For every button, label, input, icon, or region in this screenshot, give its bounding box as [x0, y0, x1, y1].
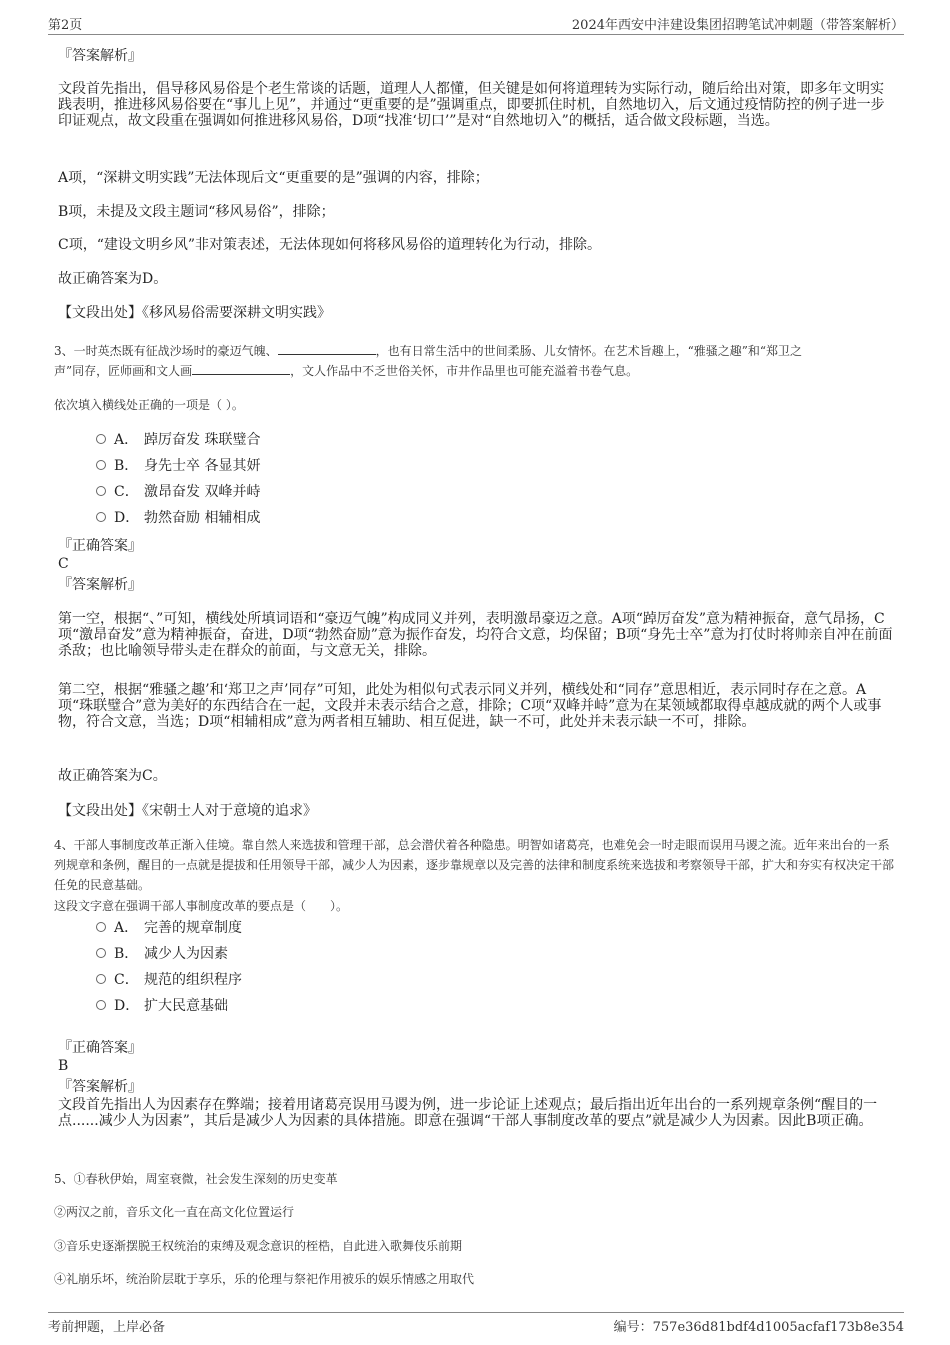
q5-statement-2: ②两汉之前，音乐文化一直在高文化位置运行	[54, 1205, 295, 1219]
q5-statement-3: ③音乐史逐渐摆脱王权统治的束缚及观念意识的桎梏，自此进入歌舞伎乐前期	[54, 1239, 463, 1253]
q3-analysis-paragraph-2: 第二空，根据“雅骚之趣’和‘郑卫之声’同存”可知，此处为相似句式表示同义并列，横线处和“同存”意思相近，表示同时存在之意。A项“珠联璧合”意为美好的东西结合在一起，文段并未表示结合之意，排除；C项“双峰并峙”意为在某领域都取得卓越成就的两个人或事物，符合文意，当选；D项“相辅相成”意为两者相互辅助、相互促进，缺一不可，此处并未表示缺一不可，排除。	[58, 682, 882, 730]
q3-blank-2	[192, 362, 290, 375]
q3-stem: 3、一时英杰既有征战沙场时的豪迈气魄、 ，也有日常生活中的世间柔肠、儿女情怀。在艺术旨趣上，“雅骚之趣”和“郑卫之 声”同存，匠师画和文人画 ，文人作品中不乏世俗关怀，市井作品里也可能充溢着书卷气息。	[54, 344, 803, 378]
q4-stem: 4、干部人事制度改革正渐入佳境。靠自然人来选拔和管理干部，总会潜伏着各种隐患。明智如诸葛亮，也难免会一时走眼而误用马谡之流。近年来出台的一系列规章和条例，醒目的一点就是提拔和任用领导干部，减少人为因素，逐步靠规章以及完善的法律和制度系统来选拔和考察领导干部，扩大和夯实有权决定干部任免的民意基础。	[54, 838, 895, 892]
page-footer	[48, 1312, 904, 1335]
q2-analysis-paragraph-2: A项，“深耕文明实践”无法体现后文“更重要的是”强调的内容，排除；	[58, 170, 489, 186]
radio-icon[interactable]	[96, 486, 106, 496]
document-title: 2024年西安中沣建设集团招聘笔试冲刺题（带答案解析）	[571, 18, 904, 33]
q2-analysis-paragraph-1: 文段首先指出，倡导移风易俗是个老生常谈的话题，道理人人都懂，但关键是如何将道理转为实际行动，随后给出对策，即多年文明实践表明，推进移风易俗要在“事儿上见”，并通过“更重要的是”强调重点，即要抓住时机，自然地切入，后文通过疫情防控的例子进一步印证观点，故文段重在强调如何推进移风易俗，D项“找准‘切口’”是对“自然地切入”的概括，适合做文段标题，当选。	[58, 81, 885, 129]
q2-analysis-paragraph-3: B项，未提及文段主题词“移风易俗”，排除；	[58, 204, 335, 220]
q4-analysis-label: 『答案解析』	[58, 1079, 142, 1095]
radio-icon[interactable]	[96, 512, 106, 522]
q4-option-b[interactable]: B． 减少人为因素	[96, 944, 228, 964]
q4-option-a[interactable]: A． 完善的规章制度	[96, 918, 242, 938]
q4-analysis: 文段首先指出人为因素存在弊端；接着用诸葛亮误用马谡为例，进一步论证上述观点；最后指出近年出台的一系列规章条例“醒目的一点......减少人为因素”，其后是减少人为因素的具体措施。即意在强调“干部人事制度改革的要点”就是减少人为因素。因此B项正确。	[58, 1097, 878, 1129]
q4-answer-label: 『正确答案』	[58, 1040, 142, 1056]
q3-analysis-paragraph-1: 第一空，根据“、”可知，横线处所填词语和“豪迈气魄”构成同义并列，表明激昂豪迈之意。A项“踔厉奋发”意为精神振奋，意气昂扬，C项“激昂奋发”意为精神振奋，奋进，D项“勃然奋励”意为振作奋发，均符合文意，均保留；B项“身先士卒”意为打仗时将帅亲自冲在前面杀敌；也比喻领导带头走在群众的前面，与文意无关，排除。	[58, 611, 893, 659]
q3-source: 【文段出处】《宋朝士人对于意境的追求》	[58, 803, 317, 819]
q3-option-d[interactable]: D． 勃然奋励 相辅相成	[96, 508, 260, 528]
q3-option-a[interactable]: A． 踔厉奋发 珠联璧合	[96, 430, 260, 450]
radio-icon[interactable]	[96, 948, 106, 958]
footer-slogan: 考前押题，上岸必备	[48, 1320, 166, 1335]
page-number: 第2页	[48, 18, 83, 33]
q3-option-b[interactable]: B． 身先士卒 各显其妍	[96, 456, 260, 476]
radio-icon[interactable]	[96, 460, 106, 470]
radio-icon[interactable]	[96, 434, 106, 444]
q3-option-c[interactable]: C． 激昂奋发 双峰并峙	[96, 482, 260, 502]
document-code: 编号：757e36d81bdf4d1005acfaf173b8e354	[613, 1320, 904, 1335]
q5-statement-1: 5、①春秋伊始，周室衰微，社会发生深刻的历史变革	[54, 1172, 338, 1186]
q4-question: 这段文字意在强调干部人事制度改革的要点是（ ）。	[54, 899, 349, 913]
radio-icon[interactable]	[96, 974, 106, 984]
page-header	[48, 14, 904, 35]
q3-blank-1	[278, 342, 376, 355]
q3-answer-statement: 故正确答案为C。	[58, 768, 167, 784]
radio-icon[interactable]	[96, 922, 106, 932]
q3-question: 依次填入横线处正确的一项是（ ）。	[54, 398, 244, 412]
q2-analysis-label: 『答案解析』	[58, 48, 142, 64]
q3-analysis-label: 『答案解析』	[58, 577, 142, 593]
q2-analysis-paragraph-4: C项，“建设文明乡风”非对策表述，无法体现如何将移风易俗的道理转化为行动，排除。	[58, 237, 602, 253]
q5-statement-4: ④礼崩乐坏，统治阶层耽于享乐，乐的伦理与祭祀作用被乐的娱乐情感之用取代	[54, 1272, 475, 1286]
q4-option-c[interactable]: C． 规范的组织程序	[96, 970, 242, 990]
q2-answer-statement: 故正确答案为D。	[58, 271, 168, 287]
q2-source: 【文段出处】《移风易俗需要深耕文明实践》	[58, 305, 331, 321]
q3-answer-label: 『正确答案』	[58, 538, 142, 554]
q4-option-d[interactable]: D． 扩大民意基础	[96, 996, 228, 1016]
radio-icon[interactable]	[96, 1000, 106, 1010]
q3-answer: C	[58, 556, 69, 572]
q4-answer: B	[58, 1058, 69, 1074]
